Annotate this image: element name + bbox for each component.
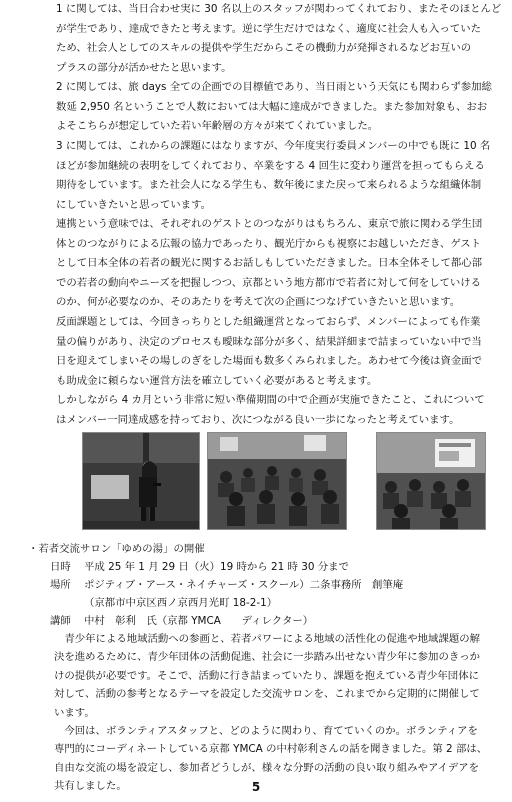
page-number: 5: [251, 780, 261, 794]
event-place-label: 場所: [50, 579, 71, 591]
report-paragraph-4: 連携という意味では、それぞれのゲストとのつながりはもちろん、東京で旅に関わる学生団 体とのつながりによる広報の協力であったり、観光庁からも視察にお越しいただき、ゲスト として日本全体の若者の観光に関するお話しもしていただきました。日本全体そして都心部 での若者の動向やニーズを把握しつつ、京都という地方都市で若者に対して何をしていける のか、何が必要なのか、そのあたりを考えて次の企画につなげていきたいと思います。: [56, 218, 483, 309]
report-paragraph-2: 2 に関しては、旅 days 全ての企画での目標値であり、当日雨という天気にも関わらず参加総 数延 2,950 名ということで人数においては大幅に達成ができました。また参加対象も、おお よそこちらが想定していた若い年齢層の方々が来てくれていました。: [56, 81, 492, 133]
report-paragraph-5: 反面課題としては、今回きっちりとした組織運営となっておらず、メンバーによっても作業 量の偏りがあり、決定のプロセスも曖昧な部分が多く、結果詳細まで詰まっていない中で当 日を迎えてしまいその場しのぎをした場面も数多くみられました。あわせて今後は資金面で も助成金に頼らない運営方法を確立していく必要があると考えます。: [56, 316, 483, 387]
event-lecturer-value: 中村 彰利 氏（京都 YMCA ディレクター）: [84, 615, 314, 627]
event-title: ・若者交流サロン「ゆめの湯」の開催: [28, 543, 205, 555]
photo-audience-room: [207, 432, 347, 530]
event-paragraph-1: 青少年による地域活動への参画と、若者パワーによる地域の活性化の促進や地域課題の解 決を進めるために、青少年団体の活動促進、社会に一歩踏み出せない青少年に参加のきっか けの提供が必要です。そこで、活動に行き詰まっていたり、課題を抱えている青少年団体に 対して、活動の参考となるテーマを設定した交流サロンを、これまでから定期的に開催して います。: [54, 633, 481, 719]
event-paragraph-2: 今回は、ボランティアスタッフと、どのように関わり、育てていくのか。ボランティアを 専門的にコーディネートしている京都 YMCA の中村彰利さんの話を聞きました。第 2 部は、 自由な交流の場を設定し、参加者どうしが、様々な分野の活動の良い取り組みやアイデアを 共有しました。: [54, 725, 488, 793]
report-paragraph-3: 3 に関しては、これからの課題にはなりますが、今年度実行委員メンバーの中でも既に 10 名 ほどが参加継続の表明をしてくれており、卒業をする 4 回生に変わり運営を担ってもらえる 期待をしています。また社会人になる学生も、数年後にまた戻って来られるような組織体制 にしていきたいと思っています。: [56, 140, 491, 211]
event-address: （京都市中京区西ノ京西月光町 18-2-1）: [84, 597, 278, 609]
event-place-value: ポジティブ・アース・ネイチャーズ・スクール）二条事務所 創筆庵: [84, 579, 404, 591]
photo-presentation-screen: [376, 432, 486, 530]
event-date-label: 日時: [50, 561, 71, 573]
event-lecturer-label: 講師: [50, 615, 71, 627]
report-paragraph-1: 1 に関しては、当日合わせ実に 30 名以上のスタッフが関わってくれており、またそのほとんど が学生であり、達成できたと考えます。逆に学生だけではなく、適度に社会人も入っていた ため、社会人としてのスキルの提供や学生だからこその機動力が発揮されるなどお互いの プラスの部分が活かせたと思います。: [56, 3, 502, 74]
report-paragraph-6: しかしながら 4 カ月という非常に短い準備期間の中で企画が実施できたこと、これについて はメンバー一同達成感を持っており、次につながる良い一歩になったと考えています。: [56, 394, 485, 426]
event-date-value: 平成 25 年 1 月 29 日（火）19 時から 21 時 30 分まで: [84, 561, 349, 573]
photo-speaker: [82, 432, 200, 530]
